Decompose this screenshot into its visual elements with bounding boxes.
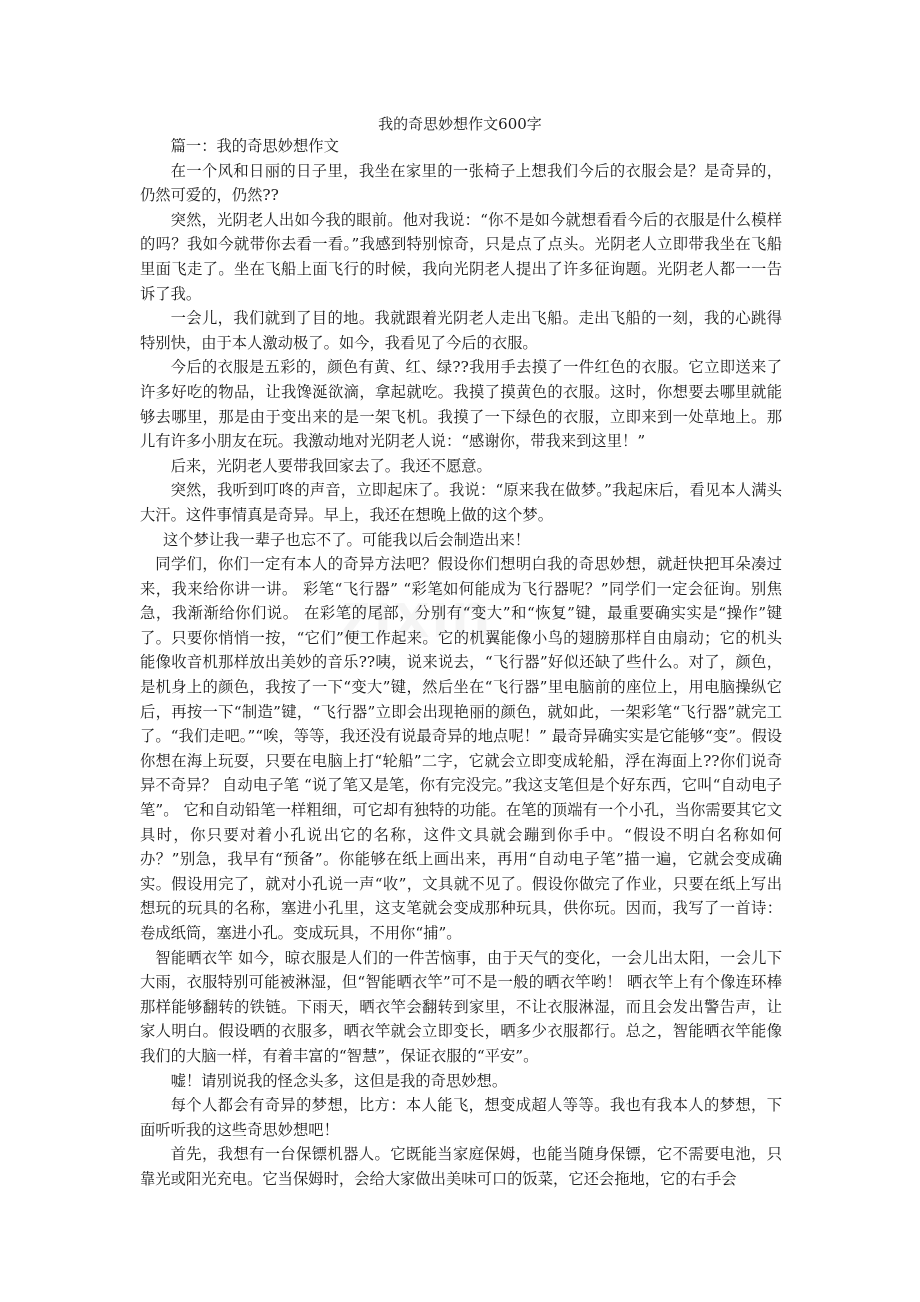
document-body [140, 134, 782, 1192]
paragraph: 突然，我听到叮咚的声音，立即起床了。我说：“原来我在做梦。”我起床后，看见本人满头大汗。这件事情真是奇异。早上，我还在想晚上做的这个梦。 [140, 481, 782, 524]
paragraph: 首先，我想有一台保镖机器人。它既能当家庭保姆，也能当随身保镖，它不需要电池，只靠光或阳光充电。它当保姆时，会给大家做出美味可口的饭菜，它还会拖地，它的右手会 [140, 1145, 782, 1188]
section-heading: 篇一：我的奇思妙想作文 [170, 137, 339, 155]
paragraph: 一会儿，我们就到了目的地。我就跟着光阴老人走出飞船。走出飞船的一刻，我的心跳得特别快，由于本人激动极了。如今，我看见了今后的衣服。 [140, 309, 782, 352]
paragraph: 嘘！请别说我的怪念头多，这但是我的奇思妙想。 [170, 1071, 508, 1090]
paragraph: 在一个风和日丽的日子里，我坐在家里的一张椅子上想我们今后的衣服会是？是奇异的，仍然可爱的，仍然?? [140, 161, 782, 205]
paragraph: 今后的衣服是五彩的，颜色有黄、红、绿??我用手去摸了一件红色的衣服。它立即送来了许多好吃的物品，让我馋涎欲滴，拿起就吃。我摸了摸黄色的衣服。这时，你想要去哪里就能够去哪里，那是由于变出来的是一架飞机。我摸了一下绿色的衣服，立即来到一处草地上。那儿有许多小朋友在玩。我激动地对光阴老人说：“感谢你，带我来到这里！” [140, 358, 782, 451]
document-title: 我的奇思妙想作文600字 [378, 115, 542, 133]
paragraph: 这个梦让我一辈子也忘不了。可能我以后会制造出来！ [162, 530, 531, 549]
paragraph: 后来，光阴老人要带我回家去了。我还不愿意。 [170, 456, 492, 475]
watermark: zixin [340, 579, 493, 651]
paragraph: 智能晒衣竿 如今，晾衣服是人们的一件苦恼事，由于天气的变化，一会儿出太阳，一会儿下大雨，衣服特别可能被淋湿，但“智能晒衣竿”可不是一般的晒衣竿哟！ 晒衣竿上有个像连环棒那样能够翻转的铁链。下雨天，晒衣竿会翻转到家里，不让衣服淋湿，而且会发出警告声，让家人明白。假设晒的衣服多，晒衣竿就会立即变长，晒多少衣服都行。总之，智能晒衣竿能像我们的大脑一样，有着丰富的“智慧”，保证衣服的“平安”。 [140, 948, 782, 1065]
paragraph: 同学们，你们一定有本人的奇异方法吧？假设你们想明白我的奇思妙想，就赶快把耳朵凑过来，我来给你讲一讲。 彩笔“飞行器” “彩笔如何能成为飞行器呢？”同学们一定会征询。别焦急，我渐渐给你们说。 在彩笔的尾部，分别有“变大”和“恢复”键，最重要确实实是“操作”键了。只要你悄悄一按，“它们”便工作起来。它的机翼能像小鸟的翅膀那样自由扇动；它的机头能像收音机那样放出美妙的音乐??咦，说来说去，“飞行器”好似还缺了些什么。对了，颜色，是机身上的颜色，我按了一下“变大”键，然后坐在“飞行器”里电脑前的座位上，用电脑操纵它后，再按一下“制造”键，“飞行器”立即会出现艳丽的颜色，就如此，一架彩笔“飞行器”就完工了。“我们走吧。”“唉，等等，我还没有说最奇异的地点呢！” 最奇异确实实是它能够“变”。假设你想在海上玩耍，只要在电脑上打“轮船”二字，它就会立即变成轮船，浮在海面上??你们说奇异不奇异？ 自动电子笔 “说了笔又是笔，你有完没完。”我这支笔但是个好东西，它叫“自动电子笔”。 它和自动铅笔一样粗细，可它却有独特的功能。在笔的顶端有一个小孔，当你需要其它文具时，你只要对着小孔说出它的名称，这件文具就会蹦到你手中。“假设不明白名称如何办？”别急，我早有“预备”。你能够在纸上画出来，再用“自动电子笔”描一遍，它就会变成确实。假设用完了，就对小孔说一声“收”，文具就不见了。假设你做完了作业，只要在纸上写出想玩的玩具的名称，塞进小孔里，这支笔就会变成那种玩具，供你玩。因而，我写了一首诗：卷成纸筒，塞进小孔。变成玩具，不用你“捕”。 [140, 555, 782, 942]
paragraph: 突然，光阴老人出如今我的眼前。他对我说：“你不是如今就想看看今后的衣服是什么模样的吗？我如今就带你去看一看。”我感到特别惊奇，只是点了点头。光阴老人立即带我坐在飞船里面飞走了。坐在飞船上面飞行的时候，我向光阴老人提出了许多征询题。光阴老人都一一告诉了我。 [140, 210, 782, 303]
paragraph: 每个人都会有奇异的梦想，比方：本人能飞，想变成超人等等。我也有我本人的梦想，下面听听我的这些奇思妙想吧！ [140, 1096, 782, 1139]
